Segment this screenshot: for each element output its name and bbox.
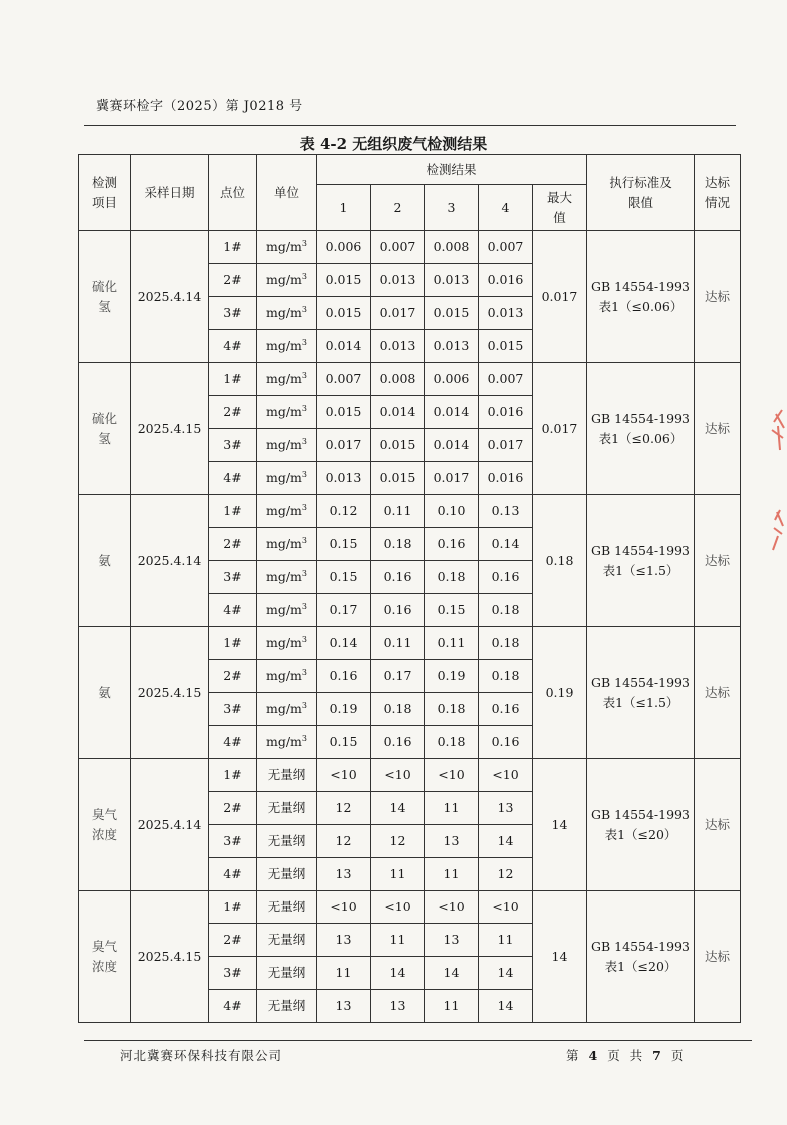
cell-result-4: 0.007 bbox=[479, 363, 533, 396]
cell-unit bbox=[257, 462, 317, 495]
cell-result-3: 0.013 bbox=[425, 330, 479, 363]
standard-code: GB 14554-1993 bbox=[591, 939, 690, 955]
col-header-standard: 执行标准及 限值 bbox=[587, 155, 695, 231]
cell-result-3: 0.015 bbox=[425, 297, 479, 330]
cell-max: 14 bbox=[533, 759, 587, 891]
cell-result-4: <10 bbox=[479, 759, 533, 792]
cell-result-1: 0.014 bbox=[317, 330, 371, 363]
cell-point: 1# bbox=[209, 495, 257, 528]
cell-result-1: <10 bbox=[317, 891, 371, 924]
cell-result-4: <10 bbox=[479, 891, 533, 924]
cell-date: 2025.4.15 bbox=[131, 891, 209, 1023]
cell-result-1: 0.007 bbox=[317, 363, 371, 396]
unit-text: mg/m bbox=[265, 239, 302, 255]
unit-exponent: 3 bbox=[301, 371, 307, 381]
standard-limit: 表1（≤20） bbox=[604, 958, 677, 974]
cell-result-1: 0.12 bbox=[317, 495, 371, 528]
unit-text: 无量纲 bbox=[267, 800, 306, 816]
cell-result-4: 14 bbox=[479, 957, 533, 990]
cell-point: 2# bbox=[209, 660, 257, 693]
page-suffix: 页 bbox=[670, 1048, 687, 1063]
cell-point: 3# bbox=[209, 825, 257, 858]
cell-result-4: 0.18 bbox=[479, 594, 533, 627]
cell-point: 2# bbox=[209, 792, 257, 825]
cell-item: 臭气 浓度 bbox=[79, 891, 131, 1023]
cell-result-3: 0.18 bbox=[425, 693, 479, 726]
cell-result-1: 13 bbox=[317, 990, 371, 1023]
header-rule bbox=[84, 125, 736, 126]
cell-standard bbox=[587, 495, 695, 627]
cell-item: 臭气 浓度 bbox=[79, 759, 131, 891]
cell-result-1: 13 bbox=[317, 924, 371, 957]
cell-result-2: 0.11 bbox=[371, 495, 425, 528]
cell-result-2: 14 bbox=[371, 792, 425, 825]
cell-result-3: 0.18 bbox=[425, 726, 479, 759]
cell-unit bbox=[257, 528, 317, 561]
cell-status: 达标 bbox=[695, 627, 741, 759]
cell-unit bbox=[257, 660, 317, 693]
cell-unit bbox=[257, 891, 317, 924]
cell-unit bbox=[257, 363, 317, 396]
table-row bbox=[79, 627, 741, 660]
footer-page-indicator bbox=[566, 1046, 686, 1064]
cell-result-2: 13 bbox=[371, 990, 425, 1023]
cell-result-2: 0.017 bbox=[371, 297, 425, 330]
unit-text: mg/m bbox=[265, 404, 302, 420]
cell-result-3: 0.18 bbox=[425, 561, 479, 594]
cell-standard bbox=[587, 231, 695, 363]
cell-item: 氨 bbox=[79, 495, 131, 627]
cell-status: 达标 bbox=[695, 891, 741, 1023]
cell-result-4: 0.016 bbox=[479, 462, 533, 495]
cell-date: 2025.4.15 bbox=[131, 363, 209, 495]
cell-point: 3# bbox=[209, 297, 257, 330]
seal-stamp-fragment bbox=[768, 400, 787, 560]
cell-point: 2# bbox=[209, 396, 257, 429]
unit-exponent: 3 bbox=[301, 536, 307, 546]
cell-result-3: 0.16 bbox=[425, 528, 479, 561]
cell-result-4: 0.015 bbox=[479, 330, 533, 363]
cell-result-3: <10 bbox=[425, 891, 479, 924]
cell-result-2: 0.013 bbox=[371, 264, 425, 297]
cell-result-1: 12 bbox=[317, 792, 371, 825]
cell-result-2: 0.015 bbox=[371, 462, 425, 495]
col-header-status: 达标 情况 bbox=[695, 155, 741, 231]
cell-result-2: 14 bbox=[371, 957, 425, 990]
cell-unit bbox=[257, 561, 317, 594]
cell-result-2: 0.014 bbox=[371, 396, 425, 429]
cell-max: 14 bbox=[533, 891, 587, 1023]
unit-text: mg/m bbox=[265, 734, 302, 750]
page-prefix: 第 bbox=[566, 1048, 582, 1063]
unit-text: mg/m bbox=[265, 569, 302, 585]
col-header-r1: 1 bbox=[317, 185, 371, 231]
unit-text: mg/m bbox=[265, 536, 302, 552]
unit-text: 无量纲 bbox=[267, 767, 306, 783]
table-row bbox=[79, 891, 741, 924]
cell-result-4: 0.017 bbox=[479, 429, 533, 462]
unit-exponent: 3 bbox=[301, 470, 307, 480]
cell-result-3: 13 bbox=[425, 825, 479, 858]
footer-rule bbox=[84, 1040, 752, 1041]
unit-text: 无量纲 bbox=[267, 833, 306, 849]
table-row bbox=[79, 759, 741, 792]
unit-text: mg/m bbox=[265, 503, 302, 519]
cell-result-4: 12 bbox=[479, 858, 533, 891]
cell-max: 0.19 bbox=[533, 627, 587, 759]
cell-unit bbox=[257, 792, 317, 825]
cell-result-1: 0.015 bbox=[317, 297, 371, 330]
cell-point: 2# bbox=[209, 924, 257, 957]
unit-exponent: 3 bbox=[301, 404, 307, 414]
cell-status: 达标 bbox=[695, 231, 741, 363]
cell-unit bbox=[257, 297, 317, 330]
cell-unit bbox=[257, 330, 317, 363]
cell-result-2: 0.17 bbox=[371, 660, 425, 693]
cell-result-4: 0.007 bbox=[479, 231, 533, 264]
cell-result-3: 0.10 bbox=[425, 495, 479, 528]
cell-result-2: 0.007 bbox=[371, 231, 425, 264]
table-title: 表 4-2 无组织废气检测结果 bbox=[299, 135, 488, 153]
unit-exponent: 3 bbox=[301, 239, 307, 249]
cell-result-3: 14 bbox=[425, 957, 479, 990]
cell-result-4: 0.16 bbox=[479, 693, 533, 726]
unit-exponent: 3 bbox=[301, 734, 307, 744]
cell-unit bbox=[257, 264, 317, 297]
cell-result-4: 0.013 bbox=[479, 297, 533, 330]
cell-result-1: 0.017 bbox=[317, 429, 371, 462]
unit-exponent: 3 bbox=[301, 701, 307, 711]
unit-exponent: 3 bbox=[301, 668, 307, 678]
cell-result-2: 0.18 bbox=[371, 693, 425, 726]
unit-text: mg/m bbox=[265, 305, 302, 321]
cell-point: 1# bbox=[209, 627, 257, 660]
cell-point: 3# bbox=[209, 429, 257, 462]
unit-text: mg/m bbox=[265, 602, 302, 618]
cell-point: 4# bbox=[209, 858, 257, 891]
unit-exponent: 3 bbox=[301, 602, 307, 612]
cell-result-1: 0.015 bbox=[317, 264, 371, 297]
cell-unit bbox=[257, 924, 317, 957]
cell-result-2: 11 bbox=[371, 924, 425, 957]
cell-unit bbox=[257, 957, 317, 990]
table-row bbox=[79, 231, 741, 264]
cell-result-2: 12 bbox=[371, 825, 425, 858]
cell-result-4: 0.18 bbox=[479, 660, 533, 693]
cell-point: 4# bbox=[209, 594, 257, 627]
cell-result-2: 0.013 bbox=[371, 330, 425, 363]
col-header-max: 最大 值 bbox=[533, 185, 587, 231]
cell-max: 0.017 bbox=[533, 231, 587, 363]
cell-result-2: 0.16 bbox=[371, 561, 425, 594]
cell-result-4: 0.18 bbox=[479, 627, 533, 660]
cell-result-4: 0.13 bbox=[479, 495, 533, 528]
cell-unit bbox=[257, 396, 317, 429]
unit-text: 无量纲 bbox=[267, 899, 306, 915]
cell-status: 达标 bbox=[695, 363, 741, 495]
cell-unit bbox=[257, 231, 317, 264]
cell-result-1: 0.17 bbox=[317, 594, 371, 627]
unit-text: 无量纲 bbox=[267, 932, 306, 948]
cell-result-1: 0.013 bbox=[317, 462, 371, 495]
cell-point: 4# bbox=[209, 990, 257, 1023]
cell-item: 氨 bbox=[79, 627, 131, 759]
cell-result-3: 0.15 bbox=[425, 594, 479, 627]
col-header-r4: 4 bbox=[479, 185, 533, 231]
cell-unit bbox=[257, 825, 317, 858]
cell-unit bbox=[257, 693, 317, 726]
cell-status: 达标 bbox=[695, 759, 741, 891]
cell-result-3: 0.008 bbox=[425, 231, 479, 264]
cell-result-1: 0.006 bbox=[317, 231, 371, 264]
cell-unit bbox=[257, 627, 317, 660]
unit-exponent: 3 bbox=[301, 635, 307, 645]
col-header-point: 点位 bbox=[209, 155, 257, 231]
cell-result-4: 0.16 bbox=[479, 561, 533, 594]
cell-result-2: 0.008 bbox=[371, 363, 425, 396]
cell-result-4: 0.16 bbox=[479, 726, 533, 759]
cell-result-3: <10 bbox=[425, 759, 479, 792]
cell-result-1: 13 bbox=[317, 858, 371, 891]
cell-result-4: 0.016 bbox=[479, 264, 533, 297]
unit-exponent: 3 bbox=[301, 503, 307, 513]
standard-code: GB 14554-1993 bbox=[591, 543, 690, 559]
cell-unit bbox=[257, 594, 317, 627]
standard-limit: 表1（≤1.5） bbox=[602, 694, 679, 710]
cell-result-2: 0.16 bbox=[371, 726, 425, 759]
unit-exponent: 3 bbox=[301, 338, 307, 348]
cell-point: 1# bbox=[209, 759, 257, 792]
table-row bbox=[79, 363, 741, 396]
standard-code: GB 14554-1993 bbox=[591, 411, 690, 427]
cell-point: 3# bbox=[209, 693, 257, 726]
page-current: 4 bbox=[588, 1048, 601, 1063]
cell-result-1: 11 bbox=[317, 957, 371, 990]
standard-limit: 表1（≤20） bbox=[604, 826, 677, 842]
standard-code: GB 14554-1993 bbox=[591, 807, 690, 823]
cell-result-4: 0.016 bbox=[479, 396, 533, 429]
cell-result-4: 14 bbox=[479, 990, 533, 1023]
cell-max: 0.18 bbox=[533, 495, 587, 627]
cell-result-3: 0.11 bbox=[425, 627, 479, 660]
standard-limit: 表1（≤0.06） bbox=[598, 430, 683, 446]
cell-unit bbox=[257, 858, 317, 891]
cell-result-1: 0.16 bbox=[317, 660, 371, 693]
unit-text: 无量纲 bbox=[267, 998, 306, 1014]
cell-result-1: 12 bbox=[317, 825, 371, 858]
cell-standard bbox=[587, 627, 695, 759]
cell-date: 2025.4.14 bbox=[131, 495, 209, 627]
cell-item: 硫化 氢 bbox=[79, 231, 131, 363]
unit-text: 无量纲 bbox=[267, 866, 306, 882]
unit-text: mg/m bbox=[265, 338, 302, 354]
cell-result-3: 0.19 bbox=[425, 660, 479, 693]
cell-result-3: 11 bbox=[425, 792, 479, 825]
unit-exponent: 3 bbox=[301, 305, 307, 315]
unit-text: mg/m bbox=[265, 701, 302, 717]
report-number: 冀赛环检字（2025）第 J0218 号 bbox=[96, 99, 303, 114]
cell-result-3: 0.014 bbox=[425, 429, 479, 462]
table-body bbox=[79, 231, 741, 1023]
cell-result-2: 0.18 bbox=[371, 528, 425, 561]
cell-date: 2025.4.14 bbox=[131, 759, 209, 891]
cell-result-4: 13 bbox=[479, 792, 533, 825]
cell-point: 2# bbox=[209, 264, 257, 297]
unit-text: 无量纲 bbox=[267, 965, 306, 981]
footer-company: 河北冀赛环保科技有限公司 bbox=[120, 1048, 283, 1063]
unit-text: mg/m bbox=[265, 470, 302, 486]
col-header-date: 采样日期 bbox=[131, 155, 209, 231]
cell-result-3: 0.014 bbox=[425, 396, 479, 429]
cell-unit bbox=[257, 495, 317, 528]
cell-point: 1# bbox=[209, 231, 257, 264]
cell-point: 1# bbox=[209, 891, 257, 924]
col-header-r3: 3 bbox=[425, 185, 479, 231]
cell-result-2: <10 bbox=[371, 759, 425, 792]
cell-result-2: 11 bbox=[371, 858, 425, 891]
col-header-unit: 单位 bbox=[257, 155, 317, 231]
cell-date: 2025.4.14 bbox=[131, 231, 209, 363]
header-row-1 bbox=[79, 155, 741, 185]
unit-text: mg/m bbox=[265, 371, 302, 387]
results-table bbox=[78, 154, 741, 1023]
unit-exponent: 3 bbox=[301, 272, 307, 282]
cell-result-3: 11 bbox=[425, 858, 479, 891]
cell-result-1: 0.14 bbox=[317, 627, 371, 660]
page-mid: 页 共 bbox=[607, 1048, 646, 1063]
cell-status: 达标 bbox=[695, 495, 741, 627]
standard-limit: 表1（≤1.5） bbox=[602, 562, 679, 578]
col-header-item: 检测 项目 bbox=[79, 155, 131, 231]
unit-exponent: 3 bbox=[301, 437, 307, 447]
cell-result-2: 0.16 bbox=[371, 594, 425, 627]
cell-result-2: 0.11 bbox=[371, 627, 425, 660]
cell-result-1: 0.015 bbox=[317, 396, 371, 429]
cell-result-1: 0.15 bbox=[317, 726, 371, 759]
cell-result-3: 11 bbox=[425, 990, 479, 1023]
cell-result-1: <10 bbox=[317, 759, 371, 792]
cell-unit bbox=[257, 990, 317, 1023]
unit-text: mg/m bbox=[265, 668, 302, 684]
cell-result-3: 13 bbox=[425, 924, 479, 957]
cell-date: 2025.4.15 bbox=[131, 627, 209, 759]
cell-result-4: 14 bbox=[479, 825, 533, 858]
unit-text: mg/m bbox=[265, 635, 302, 651]
standard-code: GB 14554-1993 bbox=[591, 675, 690, 691]
cell-standard bbox=[587, 891, 695, 1023]
cell-result-3: 0.017 bbox=[425, 462, 479, 495]
cell-point: 4# bbox=[209, 330, 257, 363]
cell-point: 2# bbox=[209, 528, 257, 561]
cell-point: 3# bbox=[209, 957, 257, 990]
unit-exponent: 3 bbox=[301, 569, 307, 579]
cell-result-3: 0.006 bbox=[425, 363, 479, 396]
cell-result-2: <10 bbox=[371, 891, 425, 924]
cell-unit bbox=[257, 759, 317, 792]
col-header-results: 检测结果 bbox=[317, 155, 587, 185]
cell-result-1: 0.15 bbox=[317, 561, 371, 594]
cell-point: 4# bbox=[209, 726, 257, 759]
cell-unit bbox=[257, 726, 317, 759]
cell-point: 1# bbox=[209, 363, 257, 396]
table-row bbox=[79, 495, 741, 528]
standard-code: GB 14554-1993 bbox=[591, 279, 690, 295]
cell-max: 0.017 bbox=[533, 363, 587, 495]
cell-result-1: 0.19 bbox=[317, 693, 371, 726]
unit-text: mg/m bbox=[265, 272, 302, 288]
cell-standard bbox=[587, 759, 695, 891]
cell-result-4: 11 bbox=[479, 924, 533, 957]
cell-result-1: 0.15 bbox=[317, 528, 371, 561]
cell-point: 4# bbox=[209, 462, 257, 495]
cell-point: 3# bbox=[209, 561, 257, 594]
unit-text: mg/m bbox=[265, 437, 302, 453]
page-total: 7 bbox=[652, 1048, 664, 1063]
cell-result-3: 0.013 bbox=[425, 264, 479, 297]
cell-unit bbox=[257, 429, 317, 462]
cell-result-4: 0.14 bbox=[479, 528, 533, 561]
standard-limit: 表1（≤0.06） bbox=[598, 298, 683, 314]
cell-result-2: 0.015 bbox=[371, 429, 425, 462]
cell-item: 硫化 氢 bbox=[79, 363, 131, 495]
col-header-r2: 2 bbox=[371, 185, 425, 231]
cell-standard bbox=[587, 363, 695, 495]
